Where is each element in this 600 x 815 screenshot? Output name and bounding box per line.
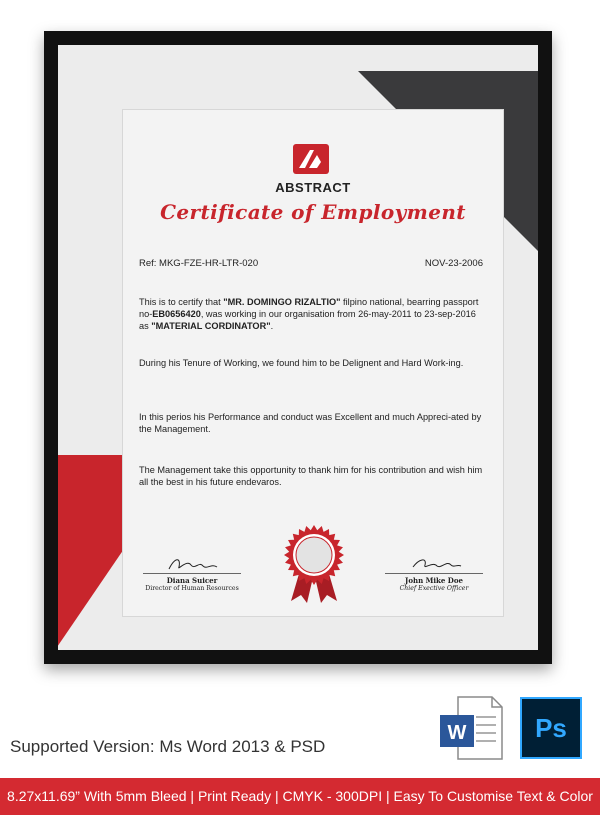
certificate-title: Certificate of Employment	[160, 200, 466, 224]
frame-mat	[58, 45, 538, 650]
signature-block-right	[379, 555, 489, 592]
signatory-name: Diana Suicer	[166, 576, 218, 585]
reference-number: Ref: MKG-FZE-HR-LTR-020	[139, 258, 259, 269]
word-icon-letter: W	[447, 722, 467, 744]
signature-scribble	[157, 555, 227, 573]
signature-line	[385, 573, 483, 574]
signatory-role: Director of Human Resources	[145, 585, 239, 592]
paragraph-text: filpino national, bearring passport no-	[139, 297, 479, 319]
paragraph-text: , was working in our organisation from 26-may-2011 to 23-sep-2016 as	[139, 309, 476, 331]
word-doc-icon	[438, 695, 504, 761]
supported-version-text: Supported Version: Ms Word 2013 & PSD	[10, 737, 326, 756]
award-seal-icon	[277, 523, 351, 605]
signatory-name: John Mike Doe	[405, 576, 463, 585]
employee-position: "MATERIAL CORDINATOR"	[151, 321, 271, 331]
spec-bar: 8.27x11.69” With 5mm Bleed | Print Ready | CMYK - 300DPI | Easy To Customise Text & Color	[0, 778, 600, 815]
photoshop-icon: Ps	[520, 697, 582, 759]
certificate-date: NOV-23-2006	[424, 258, 483, 269]
passport-number: EB0656420	[152, 309, 201, 319]
certification-paragraph	[139, 296, 487, 332]
abstract-logo-icon	[293, 144, 329, 174]
brand-name: ABSTRACT	[275, 180, 351, 195]
thanks-paragraph: The Management take this opportunity to thank him for his contribution and wish him all the best in his future endevaros.	[139, 465, 483, 487]
signature-scribble	[399, 555, 469, 573]
employee-name: "MR. DOMINGO RIZALTIO"	[223, 297, 341, 307]
paragraph-text: This is to certify that	[139, 297, 224, 307]
paragraph-text: .	[270, 321, 274, 331]
signature-line	[143, 573, 241, 574]
signature-block-left	[137, 555, 247, 592]
picture-frame	[44, 31, 552, 664]
signatory-role: Chief Exective Officer	[399, 585, 469, 592]
certificate-paper	[122, 109, 504, 617]
performance-paragraph: In this perios his Performance and conduct was Excellent and much Appreci-ated by the Management.	[139, 412, 482, 434]
tenure-paragraph: During his Tenure of Working, we found him to be Delignent and Hard Work-ing.	[139, 358, 464, 368]
